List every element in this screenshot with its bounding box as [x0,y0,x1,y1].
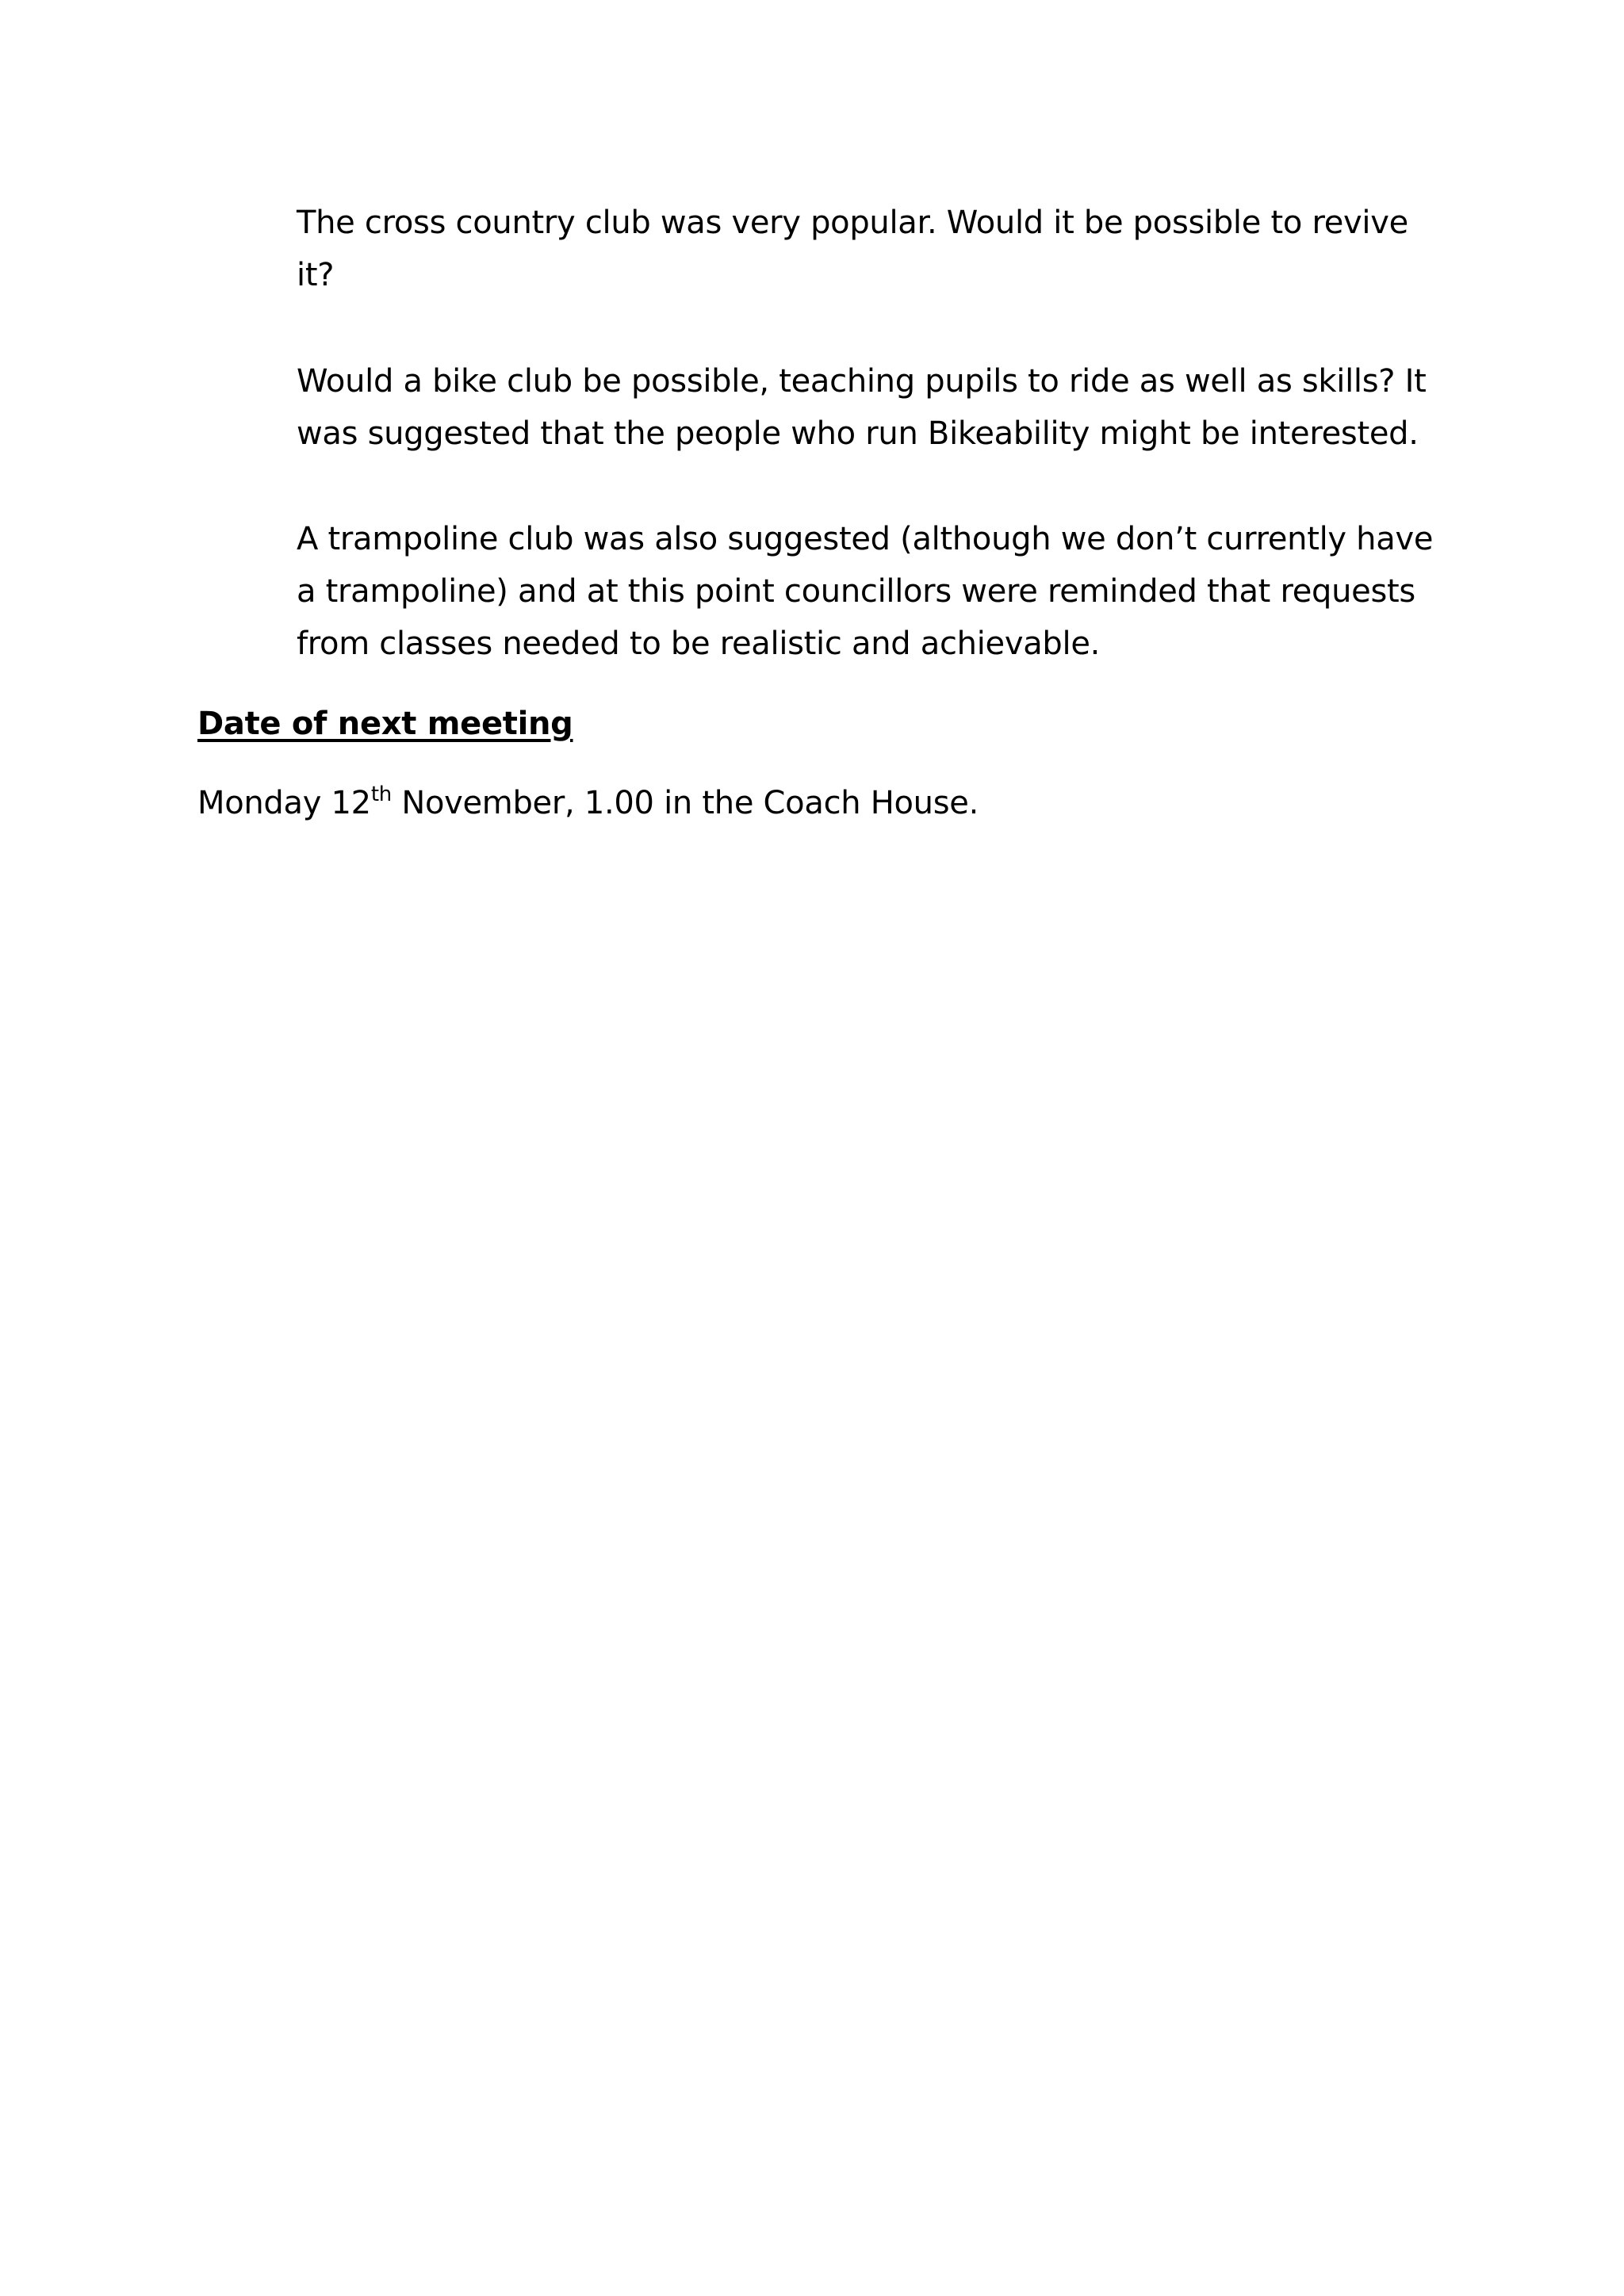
next-meeting-heading: Date of next meeting [197,706,573,742]
paragraph-cross-country-club: The cross country club was very popular. Would it be possible to revive it? [297,205,1408,293]
paragraph-trampoline-club: A trampoline club was also suggested (although we don’t currently have a trampoline) and at this point councillors were reminded that requests from classes needed to be realistic and achievable. [297,521,1434,662]
ordinal-suffix: th [370,783,392,806]
next-meeting-date [197,779,979,827]
next-meeting-day: Monday 12 [197,785,371,821]
paragraph-bike-club: Would a bike club be possible, teaching pupils to ride as well as skills? It was suggested that the people who run Bikeability might be interested. [297,363,1427,452]
next-meeting-details: November, 1.00 in the Coach House. [391,785,979,821]
